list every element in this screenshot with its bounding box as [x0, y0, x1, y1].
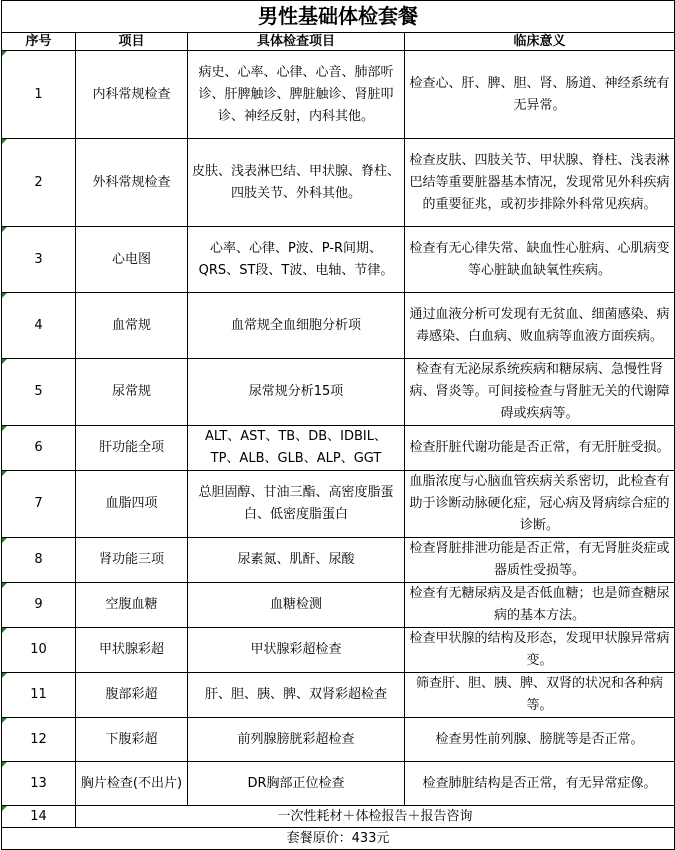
row-detail: 血常规全血细胞分析项 — [188, 293, 405, 359]
row-meaning: 检查有无糖尿病及是否低血糖；也是筛查糖尿病的基本方法。 — [405, 583, 675, 628]
table-row — [2, 628, 675, 673]
row-meaning: 筛查肝、胆、胰、脾、双肾的状况和各种病等。 — [405, 673, 675, 718]
header-meaning: 临床意义 — [405, 33, 675, 51]
row-detail: DR胸部正位检查 — [188, 762, 405, 806]
row-meaning: 检查心、肝、脾、胆、肾、肠道、神经系统有无异常。 — [405, 51, 675, 139]
row-number: 5 — [2, 359, 76, 426]
row-number: 13 — [2, 762, 76, 806]
package-price: 套餐原价：433元 — [2, 828, 675, 850]
row-item: 尿常规 — [76, 359, 188, 426]
row-item: 心电图 — [76, 227, 188, 293]
row-detail: ALT、AST、TB、DB、IDBIL、TP、ALB、GLB、ALP、GGT — [188, 426, 405, 471]
row-detail: 血糖检测 — [188, 583, 405, 628]
row-item: 血脂四项 — [76, 471, 188, 538]
table-row — [2, 471, 675, 538]
header-no: 序号 — [2, 33, 76, 51]
header-item: 项目 — [76, 33, 188, 51]
extra-items: 一次性耗材＋体检报告＋报告咨询 — [76, 806, 675, 828]
row-number: 8 — [2, 538, 76, 583]
table-row — [2, 139, 675, 227]
row-number: 12 — [2, 718, 76, 762]
row-meaning: 检查甲状腺的结构及形态，发现甲状腺异常病变。 — [405, 628, 675, 673]
row-meaning: 检查皮肤、四肢关节、甲状腺、脊柱、浅表淋巴结等重要脏器基本情况，发现常见外科疾病的重要征兆，或初步排除外科常见疾病。 — [405, 139, 675, 227]
row-item: 血常规 — [76, 293, 188, 359]
row-detail: 前列腺膀胱彩超检查 — [188, 718, 405, 762]
row-detail: 肝、胆、胰、脾、双肾彩超检查 — [188, 673, 405, 718]
row-number: 14 — [2, 806, 76, 828]
header-detail: 具体检查项目 — [188, 33, 405, 51]
row-item: 胸片检查(不出片) — [76, 762, 188, 806]
table-row — [2, 359, 675, 426]
price-row — [2, 828, 675, 850]
row-meaning: 血脂浓度与心脑血管疾病关系密切，此检查有助于诊断动脉硬化症，冠心病及肾病综合症的诊断。 — [405, 471, 675, 538]
table-row — [2, 583, 675, 628]
table-row — [2, 426, 675, 471]
row-number: 9 — [2, 583, 76, 628]
table-row — [2, 51, 675, 139]
row-detail: 总胆固醇、甘油三酯、高密度脂蛋白、低密度脂蛋白 — [188, 471, 405, 538]
row-meaning: 检查男性前列腺、膀胱等是否正常。 — [405, 718, 675, 762]
row-item: 腹部彩超 — [76, 673, 188, 718]
table-row — [2, 538, 675, 583]
row-number: 7 — [2, 471, 76, 538]
row-meaning: 通过血液分析可发现有无贫血、细菌感染、病毒感染、白血病、败血病等血液方面疾病。 — [405, 293, 675, 359]
checkup-package-table — [1, 0, 675, 850]
row-meaning: 检查肝脏代谢功能是否正常，有无肝脏受损。 — [405, 426, 675, 471]
row-number: 3 — [2, 227, 76, 293]
extra-row — [2, 806, 675, 828]
row-item: 甲状腺彩超 — [76, 628, 188, 673]
row-item: 下腹彩超 — [76, 718, 188, 762]
header-row — [2, 33, 675, 51]
table-row — [2, 718, 675, 762]
row-item: 肝功能全项 — [76, 426, 188, 471]
row-number: 10 — [2, 628, 76, 673]
row-detail: 病史、心率、心律、心音、肺部听诊、肝脾触诊、脾脏触诊、肾脏叩诊、神经反射，内科其他。 — [188, 51, 405, 139]
row-meaning: 检查有无心律失常、缺血性心脏病、心肌病变等心脏缺血缺氧性疾病。 — [405, 227, 675, 293]
row-meaning: 检查肾脏排泄功能是否正常，有无肾脏炎症或器质性受损等。 — [405, 538, 675, 583]
row-meaning: 检查肺脏结构是否正常，有无异常症像。 — [405, 762, 675, 806]
row-item: 空腹血糖 — [76, 583, 188, 628]
row-meaning: 检查有无泌尿系统疾病和糖尿病、急慢性肾病、肾炎等。可间接检查与肾脏无关的代谢障碍或疾病等。 — [405, 359, 675, 426]
row-detail: 甲状腺彩超检查 — [188, 628, 405, 673]
row-number: 2 — [2, 139, 76, 227]
row-detail: 皮肤、浅表淋巴结、甲状腺、脊柱、四肢关节、外科其他。 — [188, 139, 405, 227]
row-item: 外科常规检查 — [76, 139, 188, 227]
row-detail: 尿素氮、肌酐、尿酸 — [188, 538, 405, 583]
row-number: 11 — [2, 673, 76, 718]
table-row — [2, 673, 675, 718]
row-detail: 尿常规分析15项 — [188, 359, 405, 426]
table-row — [2, 293, 675, 359]
table-row — [2, 227, 675, 293]
row-item: 肾功能三项 — [76, 538, 188, 583]
row-item: 内科常规检查 — [76, 51, 188, 139]
row-number: 6 — [2, 426, 76, 471]
table-title: 男性基础体检套餐 — [2, 1, 675, 33]
row-number: 4 — [2, 293, 76, 359]
row-number: 1 — [2, 51, 76, 139]
row-detail: 心率、心律、P波、P-R间期、QRS、ST段、T波、电轴、节律。 — [188, 227, 405, 293]
table-row — [2, 762, 675, 806]
